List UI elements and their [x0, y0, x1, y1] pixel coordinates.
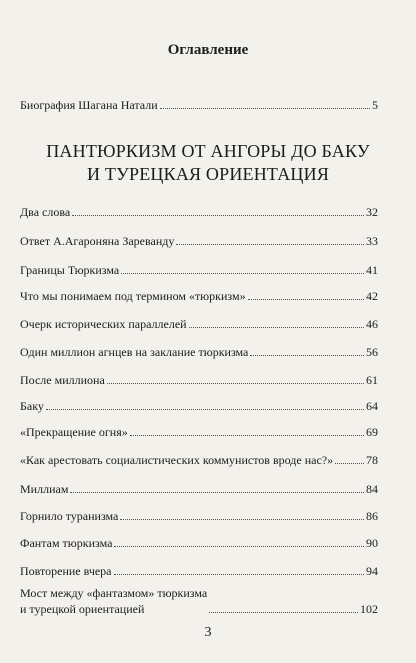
- toc-entry-page: 42: [366, 289, 378, 303]
- toc-entry-title: «Прекращение огня»: [20, 425, 128, 439]
- dot-leader: [209, 612, 358, 613]
- toc-entry-page: 78: [366, 453, 378, 467]
- toc-entry-title: «Как арестовать социалистических коммунистов вроде нас?»: [20, 453, 334, 467]
- section-title-line-2: И ТУРЕЦКАЯ ОРИЕНТАЦИЯ: [86, 164, 330, 184]
- toc-entry-page: 86: [366, 509, 378, 523]
- toc-entry-page: 32: [366, 205, 378, 219]
- toc-entry-page: 56: [366, 345, 378, 359]
- toc-entry-title: Горнило туранизма: [20, 509, 119, 523]
- toc-entry-page: 90: [366, 536, 378, 550]
- toc-entry-page: 69: [366, 425, 378, 439]
- toc-entry-title-line-2: и турецкой ориентацией: [20, 602, 145, 616]
- toc-entry: [20, 535, 378, 551]
- toc-entry: [20, 204, 378, 220]
- toc-entry: [20, 563, 378, 579]
- toc-entry-two-line: [20, 585, 378, 617]
- toc-entry: [20, 452, 378, 468]
- dot-leader: [114, 574, 364, 575]
- toc-entry-title: Фантам тюркизма: [20, 536, 113, 550]
- dot-leader: [46, 409, 364, 410]
- toc-entry-page: 33: [366, 234, 378, 248]
- toc-entry-page: 64: [366, 399, 378, 413]
- toc-entry-title: После миллиона: [20, 373, 105, 387]
- dot-leader: [250, 355, 364, 356]
- toc-entry: [20, 262, 378, 278]
- toc-entry-title: Миллиам: [20, 482, 69, 496]
- toc-entry: [20, 481, 378, 497]
- dot-leader: [121, 273, 364, 274]
- toc-entry: [20, 316, 378, 332]
- toc-entry-page: 61: [366, 373, 378, 387]
- dot-leader: [130, 435, 364, 436]
- dot-leader: [335, 463, 364, 464]
- toc-entry-page: 5: [372, 98, 378, 112]
- toc-entry-title-line-1: Мост между «фантазмом» тюркизма: [20, 586, 208, 600]
- toc-entry: [20, 398, 378, 414]
- toc-entry: [20, 344, 378, 360]
- toc-entry-title: Ответ А.Агароняна Зареванду: [20, 234, 175, 248]
- toc-entry: [20, 288, 378, 304]
- dot-leader: [176, 244, 364, 245]
- toc-entry: [20, 372, 378, 388]
- toc-entry-title: Границы Тюркизма: [20, 263, 120, 277]
- toc-entry-title: Два слова: [20, 205, 71, 219]
- toc-entry-page: 102: [360, 602, 378, 616]
- dot-leader: [248, 299, 364, 300]
- toc-entry-title: Повторение вчера: [20, 564, 112, 578]
- toc-entry-title: [20, 585, 207, 617]
- dot-leader: [70, 492, 364, 493]
- toc-entry-title: Биография Шагана Натали: [20, 98, 158, 112]
- toc-heading: Оглавление: [167, 42, 249, 58]
- dot-leader: [107, 383, 364, 384]
- toc-entry-page: 46: [366, 317, 378, 331]
- dot-leader: [72, 215, 364, 216]
- toc-entry-title: Что мы понимаем под термином «тюркизм»: [20, 289, 246, 303]
- section-title-line-1: ПАНТЮРКИЗМ ОТ АНГОРЫ ДО БАКУ: [46, 141, 370, 161]
- page-number: 3: [204, 625, 212, 640]
- toc-entry: [20, 508, 378, 524]
- toc-entry-title: Один миллион агнцев на заклание тюркизма: [20, 345, 249, 359]
- toc-entry-page: 94: [366, 564, 378, 578]
- toc-entry: [20, 424, 378, 440]
- toc-entry-title: Очерк исторических параллелей: [20, 317, 187, 331]
- dot-leader: [160, 108, 370, 109]
- dot-leader: [120, 519, 364, 520]
- section-title: [0, 140, 416, 186]
- dot-leader: [189, 327, 364, 328]
- dot-leader: [114, 546, 364, 547]
- toc-entry-page: 84: [366, 482, 378, 496]
- toc-entry-title: Баку: [20, 399, 44, 413]
- toc-entry: [20, 233, 378, 249]
- toc-entry-page: 41: [366, 263, 378, 277]
- toc-entry-biography: [20, 97, 378, 113]
